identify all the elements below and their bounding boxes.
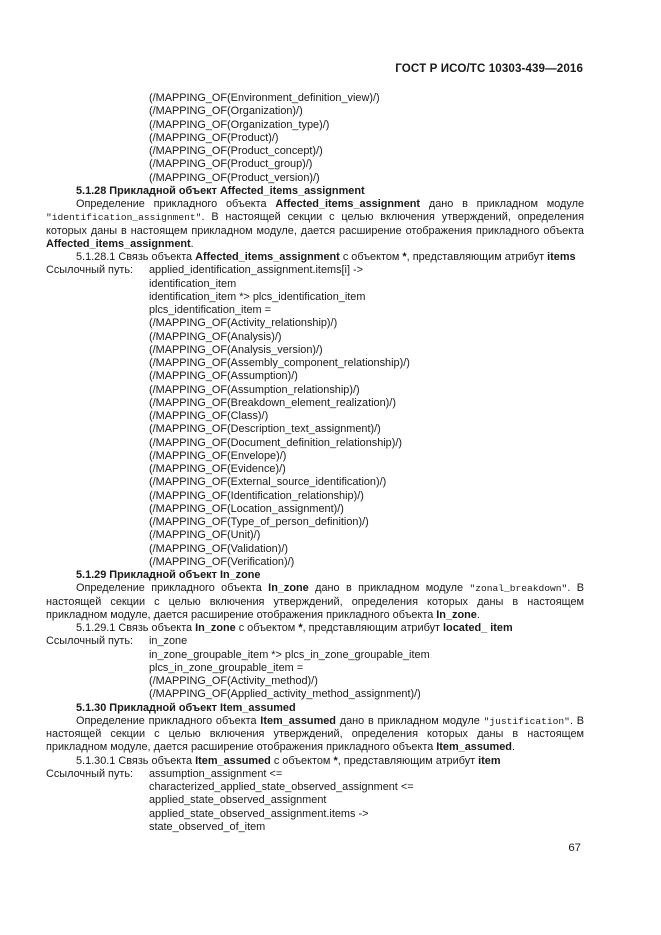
reference-path-label: Ссылочный путь: xyxy=(46,767,134,780)
section-heading: 5.1.28 Прикладной объект Affected_items_assignment xyxy=(76,184,365,197)
path-line: (/MAPPING_OF(Identification_relationship)/) xyxy=(149,489,364,502)
reference-path-lines xyxy=(149,768,414,834)
path-line: (/MAPPING_OF(Validation)/) xyxy=(149,542,288,555)
object-name: In_zone xyxy=(268,582,309,595)
section-paragraph xyxy=(46,582,584,622)
sub-text: с объектом xyxy=(235,622,299,634)
path-line: (/MAPPING_OF(Assembly_component_relationship)/) xyxy=(149,357,410,369)
path-line: applied_state_observed_assignment xyxy=(149,794,327,807)
target-object: * xyxy=(333,754,338,767)
mapping-line: (/MAPPING_OF(Product_concept)/) xyxy=(149,145,323,157)
path-line: (/MAPPING_OF(Assumption_relationship)/) xyxy=(149,383,360,396)
reference-path xyxy=(46,635,584,701)
path-line: (/MAPPING_OF(Analysis)/) xyxy=(149,330,282,343)
path-line: (/MAPPING_OF(External_source_identification)/) xyxy=(149,476,387,489)
attribute-name: item xyxy=(478,754,501,767)
path-line: in_zone_groupable_item *> plcs_in_zone_groupable_item xyxy=(149,648,430,661)
path-line: (/MAPPING_OF(Location_assignment)/) xyxy=(149,502,344,515)
module-name: "zonal_breakdown" xyxy=(469,583,568,595)
subsection-heading xyxy=(46,755,584,768)
object-name: Item_assumed xyxy=(195,754,271,767)
mapping-line: (/MAPPING_OF(Product_version)/) xyxy=(149,171,320,184)
para-text: Определение прикладного объекта xyxy=(76,198,276,210)
path-line: (/MAPPING_OF(Evidence)/) xyxy=(149,463,286,475)
section-paragraph xyxy=(46,715,584,755)
sub-text: 5.1.28.1 Связь объекта xyxy=(76,251,196,263)
path-line: plcs_identification_item = xyxy=(149,304,271,316)
intro-mapping-list xyxy=(46,92,584,185)
section-heading: 5.1.30 Прикладной объект Item_assumed xyxy=(76,701,296,714)
para-text: Определение прикладного объекта xyxy=(76,714,261,727)
object-name: Affected_items_assignment xyxy=(46,237,191,250)
para-text: дано в прикладном модуле xyxy=(335,714,484,727)
para-text: Определение прикладного объекта xyxy=(76,582,269,595)
document-body xyxy=(46,92,584,834)
path-line: characterized_applied_state_observed_assignment <= xyxy=(149,781,414,793)
path-line: in_zone xyxy=(149,635,188,648)
path-line: (/MAPPING_OF(Class)/) xyxy=(149,410,269,422)
reference-path-lines xyxy=(149,264,410,569)
path-line: (/MAPPING_OF(Document_definition_relationship)/) xyxy=(149,436,403,449)
object-name: In_zone xyxy=(436,608,477,621)
path-line: applied_identification_assignment.items[i] -> xyxy=(149,264,363,277)
subsection-heading xyxy=(46,251,584,264)
reference-path-lines xyxy=(149,635,430,701)
sub-text: с объектом xyxy=(339,251,403,263)
object-name: Affected_items_assignment xyxy=(275,198,421,210)
page-number: 67 xyxy=(568,842,581,854)
para-text: . В настоящей секции с целью включения утверждений, определения которых даны в настоящем прикладном модуле, дается расширение отображения прикладного объекта xyxy=(46,211,584,237)
mapping-line: (/MAPPING_OF(Organization_type)/) xyxy=(149,118,330,131)
para-text: . xyxy=(476,608,480,621)
target-object: * xyxy=(298,622,303,634)
attribute-name: located_ item xyxy=(443,622,513,634)
path-line: (/MAPPING_OF(Type_of_person_definition)/) xyxy=(149,516,369,528)
path-line: (/MAPPING_OF(Breakdown_element_realization)/) xyxy=(149,396,396,409)
para-text: дано в прикладном модуле xyxy=(420,198,584,210)
mapping-line: (/MAPPING_OF(Organization)/) xyxy=(149,105,303,118)
reference-path-label: Ссылочный путь: xyxy=(46,264,134,277)
sub-text: , представляющим атрибут xyxy=(337,754,479,767)
sub-text: 5.1.29.1 Связь объекта xyxy=(76,622,196,634)
path-line: (/MAPPING_OF(Unit)/) xyxy=(149,529,261,542)
path-line: plcs_in_zone_groupable_item = xyxy=(149,661,304,674)
attribute-name: items xyxy=(547,251,576,263)
para-text: . xyxy=(511,741,515,754)
path-line: (/MAPPING_OF(Assumption)/) xyxy=(149,370,298,383)
sub-text: 5.1.30.1 Связь объекта xyxy=(76,754,196,767)
section-paragraph xyxy=(46,198,584,251)
path-line: (/MAPPING_OF(Activity_method)/) xyxy=(149,675,318,687)
mapping-line: (/MAPPING_OF(Environment_definition_view)/) xyxy=(149,92,380,104)
path-line: identification_item *> plcs_identification_item xyxy=(149,290,366,303)
mapping-line: (/MAPPING_OF(Product)/) xyxy=(149,131,279,144)
para-text: . В настоящей секции с целью включения утверждений, определения которых даны в настоящем прикладном модуле, дается расширение отображения прикладного объекта xyxy=(46,582,584,621)
object-name: Item_assumed xyxy=(436,741,512,754)
path-line: (/MAPPING_OF(Applied_activity_method_assignment)/) xyxy=(149,688,421,701)
path-line: applied_state_observed_assignment.items -> xyxy=(149,807,369,820)
path-line: (/MAPPING_OF(Analysis_version)/) xyxy=(149,343,323,356)
path-line: state_observed_of_item xyxy=(149,820,266,833)
path-line: (/MAPPING_OF(Activity_relationship)/) xyxy=(149,317,338,330)
object-name: In_zone xyxy=(195,622,236,634)
target-object: * xyxy=(402,251,407,263)
standard-designation: ГОСТ Р ИСО/ТС 10303-439—2016 xyxy=(395,62,583,75)
reference-path xyxy=(46,264,584,569)
sub-text: с объектом xyxy=(270,754,334,767)
para-text: дано в прикладном модуле xyxy=(308,582,470,595)
sub-text: , представляющим атрибут xyxy=(406,251,548,263)
sub-text: , представляющим атрибут xyxy=(302,622,444,634)
mapping-line: (/MAPPING_OF(Product_group)/) xyxy=(149,158,313,171)
module-name: "justification" xyxy=(483,715,570,727)
object-name: Item_assumed xyxy=(260,714,336,727)
reference-path xyxy=(46,768,584,834)
path-line: assumption_assignment <= xyxy=(149,767,283,780)
para-text: . xyxy=(190,237,194,250)
path-line: identification_item xyxy=(149,277,237,290)
path-line: (/MAPPING_OF(Envelope)/) xyxy=(149,449,287,462)
path-line: (/MAPPING_OF(Verification)/) xyxy=(149,555,295,568)
reference-path-label: Ссылочный путь: xyxy=(46,635,134,648)
path-line: (/MAPPING_OF(Description_text_assignment)/) xyxy=(149,423,381,436)
module-name: "identification_assignment" xyxy=(46,212,202,224)
subsection-heading xyxy=(46,622,584,635)
para-text: . В настоящей секции с целью включения утверждений, определения которых даны в настоящем прикладном модуле, дается расширение отображения прикладного объекта xyxy=(46,714,584,754)
object-name: Affected_items_assignment xyxy=(195,251,340,263)
section-heading: 5.1.29 Прикладной объект In_zone xyxy=(76,569,261,581)
